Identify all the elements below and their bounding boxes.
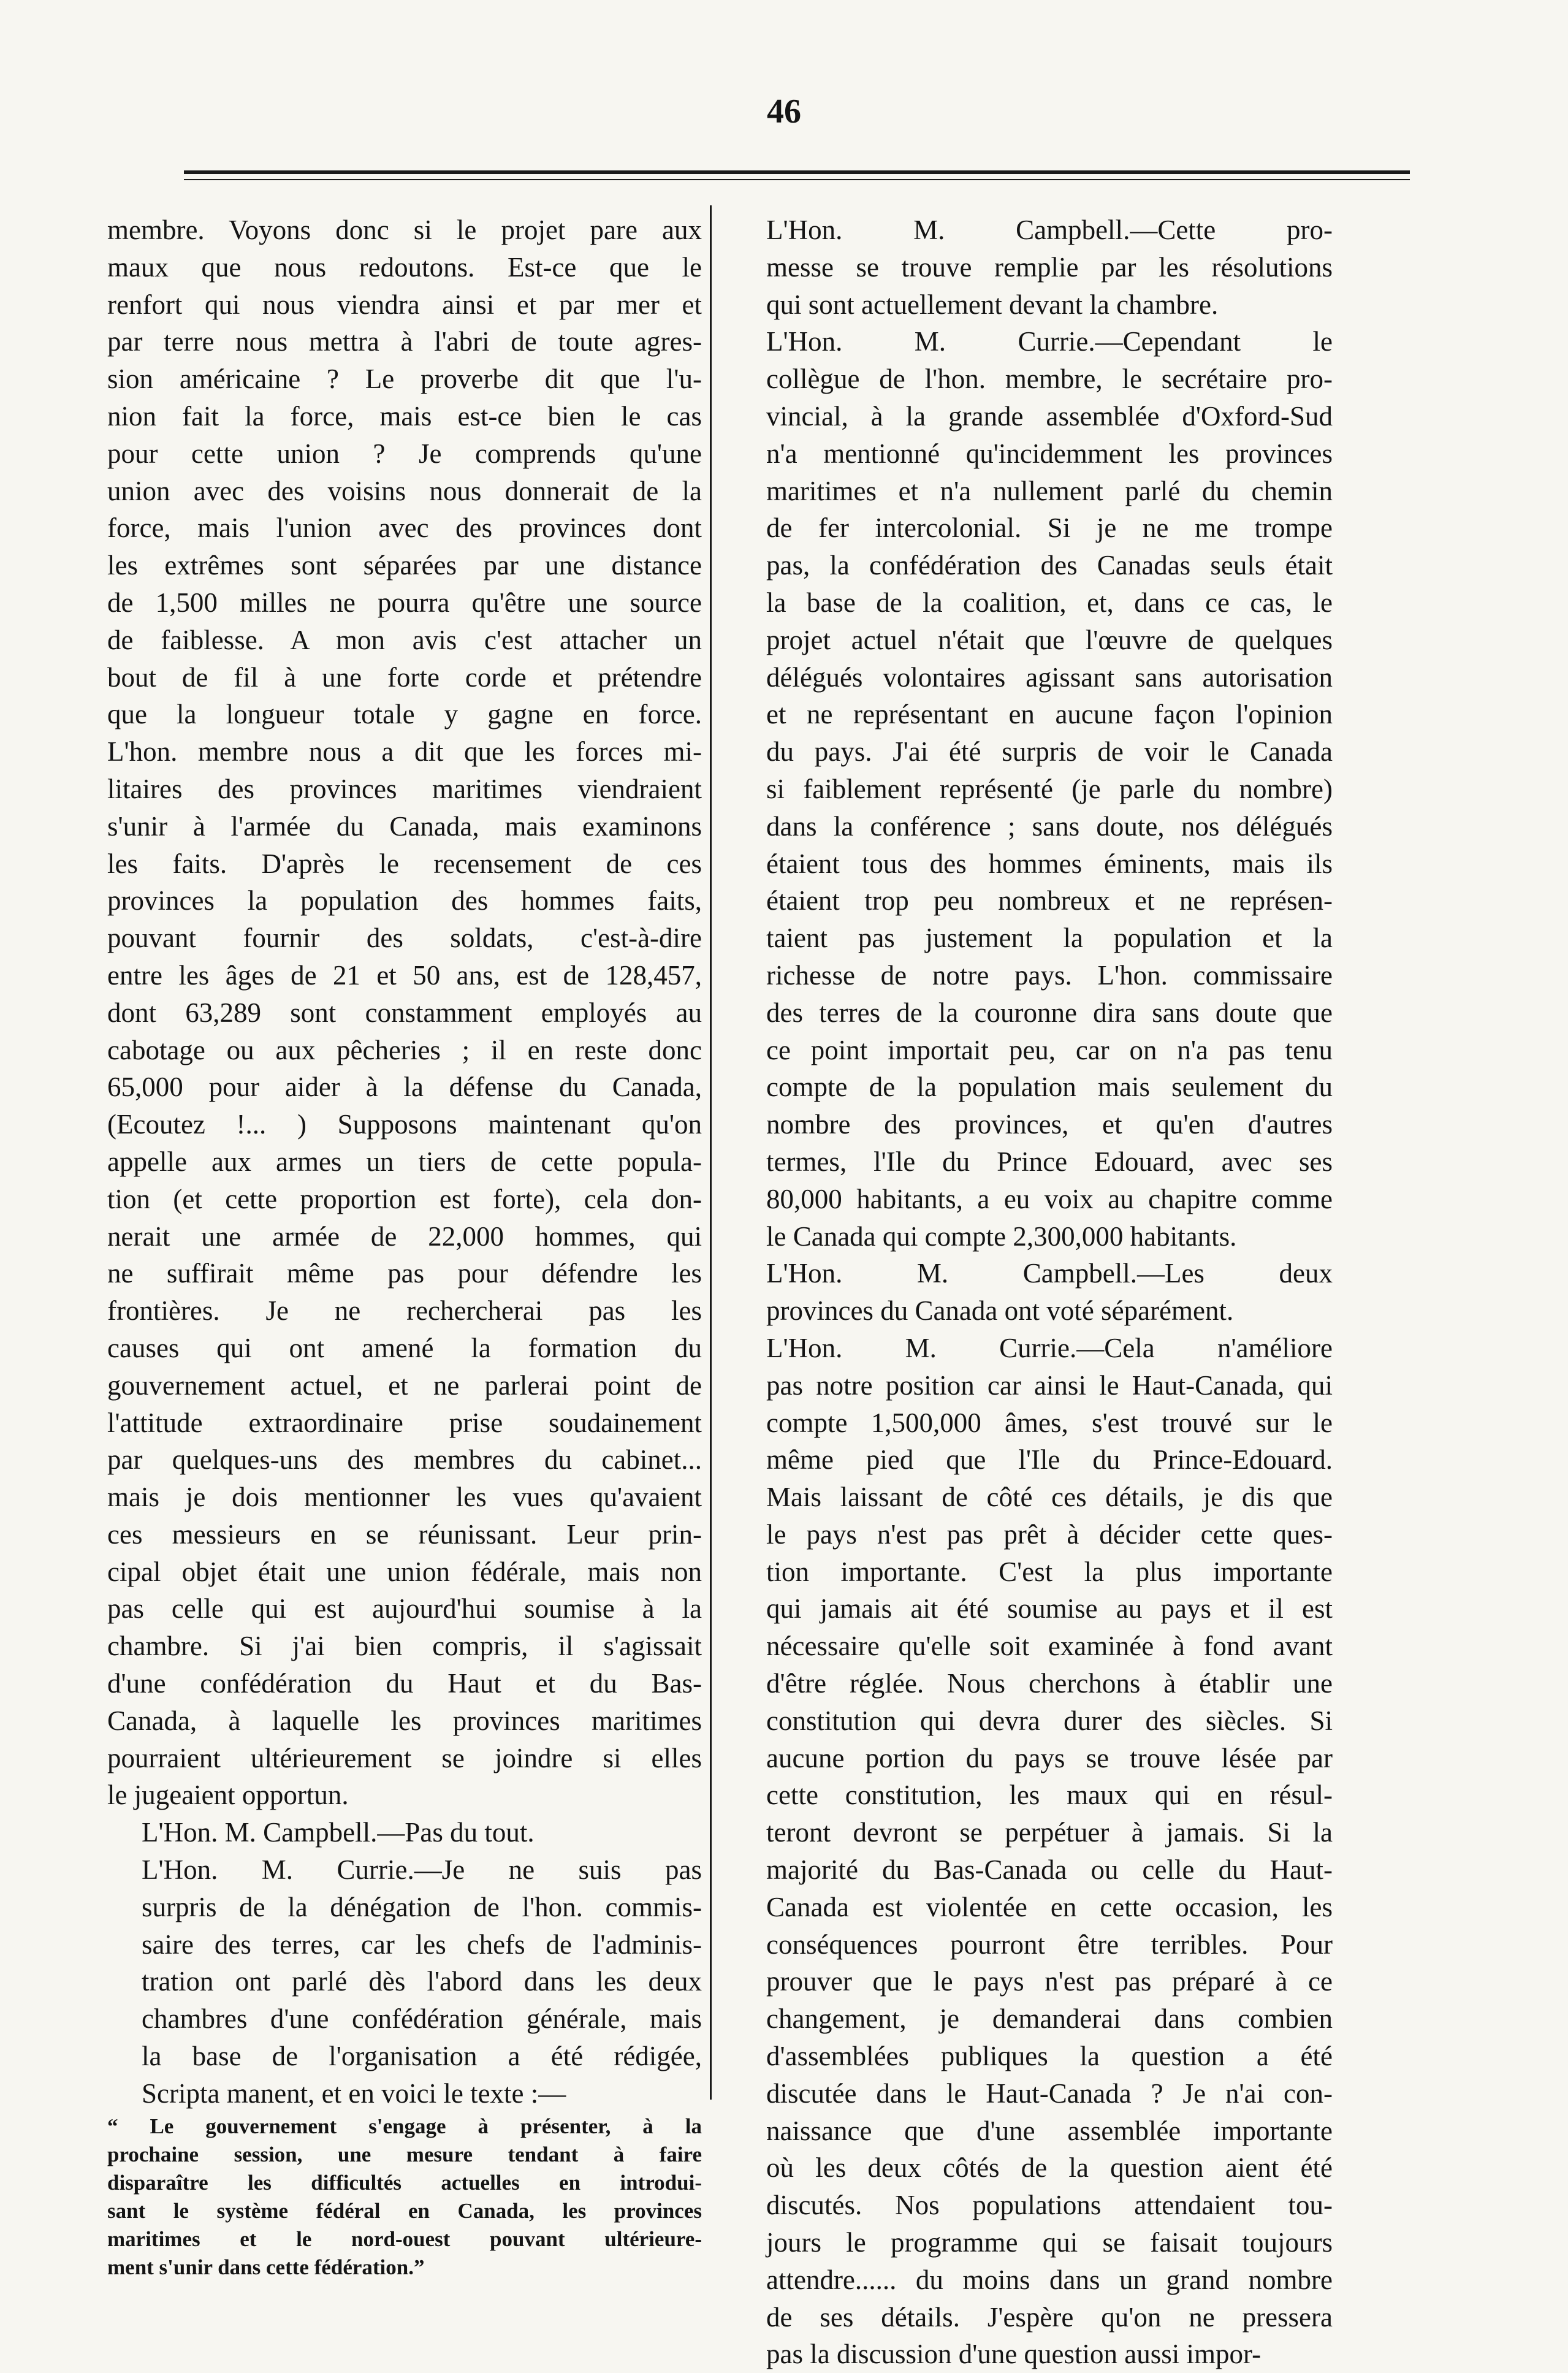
text-line: étaient tous des hommes éminents, mais ils <box>766 848 1333 879</box>
text-line: les faits. D'après le recensement de ces <box>107 848 702 879</box>
text-line: pas celle qui est aujourd'hui soumise à la <box>107 1593 702 1625</box>
text-line: délégués volontaires agissant sans autorisation <box>766 661 1333 693</box>
text-line: naissance que d'une assemblée importante <box>766 2115 1333 2146</box>
text-line: conséquences pourront être terribles. Pour <box>766 1929 1333 1960</box>
text-line: pouvant fournir des soldats, c'est-à-dire <box>107 923 702 954</box>
text-line: jours le programme qui se faisait toujours <box>766 2227 1333 2258</box>
text-line: pas la discussion d'une question aussi impor- <box>766 2339 1262 2370</box>
text-line: L'Hon. M. Currie.—Cela n'améliore <box>766 1332 1333 1363</box>
text-line: du pays. J'ai été surpris de voir le Canada <box>766 736 1333 768</box>
text-line: tion importante. C'est la plus importante <box>766 1556 1333 1587</box>
text-line: par terre nous mettra à l'abri de toute agres- <box>107 326 702 357</box>
text-line: taient pas justement la population et la <box>766 923 1333 954</box>
text-line: L'Hon. M. Currie.—Je ne suis pas <box>142 1854 702 1886</box>
text-line: ces messieurs en se réunissant. Leur prin- <box>107 1518 702 1550</box>
text-line: litaires des provinces maritimes viendraient <box>107 773 702 804</box>
text-line: la base de la coalition, et, dans ce cas, le <box>766 587 1333 618</box>
text-line: de faiblesse. A mon avis c'est attacher un <box>107 624 702 655</box>
text-line: termes, l'Ile du Prince Edouard, avec ses <box>766 1146 1333 1177</box>
text-line: L'Hon. M. Campbell.—Les deux <box>766 1258 1333 1289</box>
text-line: membre. Voyons donc si le projet pare aux <box>107 215 702 245</box>
text-line: renfort qui nous viendra ainsi et par mer et <box>107 289 702 320</box>
right-column <box>732 211 1333 2373</box>
text-line: compte 1,500,000 âmes, s'est trouvé sur le <box>766 1407 1333 1438</box>
text-line: Scripta manent, et en voici le texte :— <box>142 2078 566 2109</box>
text-line: attendre...... du moins dans un grand nombre <box>766 2264 1333 2295</box>
text-line: maux que nous redoutons. Est-ce que le <box>107 251 702 283</box>
text-line: s'unir à l'armée du Canada, mais examinons <box>107 810 702 842</box>
text-line: le jugeaient opportun. <box>107 1780 349 1811</box>
text-line: de fer intercolonial. Si je ne me trompe <box>766 512 1333 544</box>
text-line: maritimes et n'a nullement parlé du chemin <box>766 475 1333 506</box>
text-line: cipal objet était une union fédérale, mais non <box>107 1556 702 1587</box>
text-line: L'hon. membre nous a dit que les forces mi- <box>107 736 702 768</box>
left-column <box>107 211 702 2282</box>
text-line: d'une confédération du Haut et du Bas- <box>107 1668 702 1699</box>
text-line: ne suffirait même pas pour défendre les <box>107 1258 702 1289</box>
text-line: nécessaire qu'elle soit examinée à fond avant <box>766 1631 1333 1662</box>
text-line: surpris de la dénégation de l'hon. commis- <box>142 1891 702 1922</box>
text-line: Canada, à laquelle les provinces maritimes <box>107 1705 702 1736</box>
text-line: “ Le gouvernement s'engage à présenter, à la <box>107 2114 702 2138</box>
text-line: le Canada qui compte 2,300,000 habitants. <box>766 1221 1237 1252</box>
text-line: nombre des provinces, et qu'en d'autres <box>766 1109 1333 1140</box>
text-line: L'Hon. M. Campbell.—Cette pro- <box>766 215 1333 245</box>
text-line: la base de l'organisation a été rédigée, <box>142 2041 702 2072</box>
text-line: qui sont actuellement devant la chambre. <box>766 289 1219 320</box>
text-line: tration ont parlé dès l'abord dans les deux <box>142 1966 702 1997</box>
text-line: étaient trop peu nombreux et ne représen- <box>766 885 1333 916</box>
text-line: 65,000 pour aider à la défense du Canada, <box>107 1072 702 1103</box>
text-line: force, mais l'union avec des provinces dont <box>107 512 702 544</box>
text-line: des terres de la couronne dira sans doute que <box>766 997 1333 1028</box>
text-line: les extrêmes sont séparées par une distance <box>107 550 702 581</box>
text-line: pourraient ultérieurement se joindre si elles <box>107 1742 702 1773</box>
left-para-3 <box>107 1851 702 2112</box>
text-line: nion fait la force, mais est-ce bien le cas <box>107 400 702 432</box>
text-line: saire des terres, car les chefs de l'adminis- <box>142 1929 702 1960</box>
text-line: de 1,500 milles ne pourra qu'être une source <box>107 587 702 618</box>
text-line: sant le système fédéral en Canada, les provinces <box>107 2198 702 2223</box>
text-line: L'Hon. M. Currie.—Cependant le <box>766 326 1333 357</box>
text-line: (Ecoutez !... ) Supposons maintenant qu'on <box>107 1109 702 1140</box>
text-line: chambre. Si j'ai bien compris, il s'agissait <box>107 1631 702 1662</box>
text-line: ment s'unir dans cette fédération.” <box>107 2255 425 2279</box>
text-line: causes qui ont amené la formation du <box>107 1332 702 1363</box>
text-line: 80,000 habitants, a eu voix au chapitre comme <box>766 1183 1333 1214</box>
left-para-1 <box>107 211 702 1814</box>
text-line: sion américaine ? Le proverbe dit que l'u- <box>107 364 702 395</box>
text-line: même pied que l'Ile du Prince-Edouard. <box>766 1444 1333 1476</box>
text-line: cabotage ou aux pêcheries ; il en reste donc <box>107 1034 702 1065</box>
text-line: richesse de notre pays. L'hon. commissaire <box>766 959 1333 991</box>
text-line: le pays n'est pas prêt à décider cette ques- <box>766 1518 1333 1550</box>
text-line: pas, la confédération des Canadas seuls était <box>766 550 1333 581</box>
text-line: messe se trouve remplie par les résolutions <box>766 251 1333 283</box>
text-line: n'a mentionné qu'incidemment les provinces <box>766 438 1333 469</box>
text-line: dont 63,289 sont constamment employés au <box>107 997 702 1028</box>
text-line: gouvernement actuel, et ne parlerai point de <box>107 1369 702 1401</box>
text-line: pas notre position car ainsi le Haut-Canada, qui <box>766 1369 1333 1401</box>
text-line: qui jamais ait été soumise au pays et il est <box>766 1593 1333 1625</box>
right-para-2 <box>732 323 1333 1255</box>
text-line: vincial, à la grande assemblée d'Oxford-Sud <box>766 400 1333 432</box>
text-line: discutés. Nos populations attendaient tou- <box>766 2190 1333 2221</box>
text-line: union avec des voisins nous donnerait de la <box>107 475 702 506</box>
text-line: l'attitude extraordinaire prise soudainement <box>107 1407 702 1438</box>
text-line: tion (et cette proportion est forte), cela don- <box>107 1183 702 1214</box>
text-line: disparaître les difficultés actuelles en introdui- <box>107 2170 702 2195</box>
text-line: nerait une armée de 22,000 hommes, qui <box>107 1221 702 1252</box>
text-line: par quelques-uns des membres du cabinet... <box>107 1444 702 1476</box>
text-line: appelle aux armes un tiers de cette popula- <box>107 1146 702 1177</box>
text-line: changement, je demanderai dans combien <box>766 2003 1333 2035</box>
text-line: projet actuel n'était que l'œuvre de quelques <box>766 624 1333 655</box>
text-line: et ne représentant en aucune façon l'opinion <box>766 699 1333 730</box>
text-line: si faiblement représenté (je parle du nombre) <box>766 773 1333 804</box>
text-line: bout de fil à une forte corde et prétendre <box>107 661 702 693</box>
text-line: mais je dois mentionner les vues qu'avaient <box>107 1482 702 1513</box>
text-line: L'Hon. M. Campbell.—Pas du tout. <box>142 1817 535 1848</box>
text-line: de ses détails. J'espère qu'on ne pressera <box>766 2301 1333 2333</box>
quoted-resolution <box>107 2112 702 2282</box>
text-line: où les deux côtés de la question aient été <box>766 2152 1333 2184</box>
right-para-1 <box>732 211 1333 323</box>
text-line: frontières. Je ne rechercherai pas les <box>107 1295 702 1327</box>
text-line: constitution qui devra durer des siècles. Si <box>766 1705 1333 1736</box>
text-line: Canada est violentée en cette occasion, les <box>766 1891 1333 1922</box>
text-line: provinces du Canada ont voté séparément. <box>766 1295 1234 1327</box>
right-para-3 <box>732 1255 1333 1330</box>
text-line: ce point importait peu, car on n'a pas tenu <box>766 1034 1333 1065</box>
header-rule-thin <box>184 179 1410 180</box>
text-line: discutée dans le Haut-Canada ? Je n'ai con- <box>766 2078 1333 2109</box>
text-line: prochaine session, une mesure tendant à faire <box>107 2142 702 2166</box>
text-line: entre les âges de 21 et 50 ans, est de 128,457, <box>107 959 702 991</box>
text-line: pour cette union ? Je comprends qu'une <box>107 438 702 469</box>
text-line: teront devront se perpétuer à jamais. Si la <box>766 1817 1333 1848</box>
text-line: Mais laissant de côté ces détails, je dis que <box>766 1482 1333 1513</box>
text-line: aucune portion du pays se trouve lésée par <box>766 1742 1333 1773</box>
text-line: compte de la population mais seulement du <box>766 1072 1333 1103</box>
text-line: majorité du Bas-Canada ou celle du Haut- <box>766 1854 1333 1886</box>
text-line: cette constitution, les maux qui en résul- <box>766 1780 1333 1811</box>
left-para-2 <box>107 1814 702 1851</box>
text-line: d'être réglée. Nous cherchons à établir une <box>766 1668 1333 1699</box>
text-line: maritimes et le nord-ouest pouvant ultérieure- <box>107 2226 702 2251</box>
right-para-4 <box>732 1330 1333 2373</box>
text-line: collègue de l'hon. membre, le secrétaire pro- <box>766 364 1333 395</box>
text-line: provinces la population des hommes faits, <box>107 885 702 916</box>
text-line: d'assemblées publiques la question a été <box>766 2041 1333 2072</box>
text-line: chambres d'une confédération générale, mais <box>142 2003 702 2035</box>
text-line: que la longueur totale y gagne en force. <box>107 699 702 730</box>
header-rule <box>184 170 1410 174</box>
text-line: dans la conférence ; sans doute, nos délégués <box>766 810 1333 842</box>
text-line: prouver que le pays n'est pas préparé à ce <box>766 1966 1333 1997</box>
column-divider <box>710 205 712 2100</box>
page-number: 46 <box>767 93 801 131</box>
